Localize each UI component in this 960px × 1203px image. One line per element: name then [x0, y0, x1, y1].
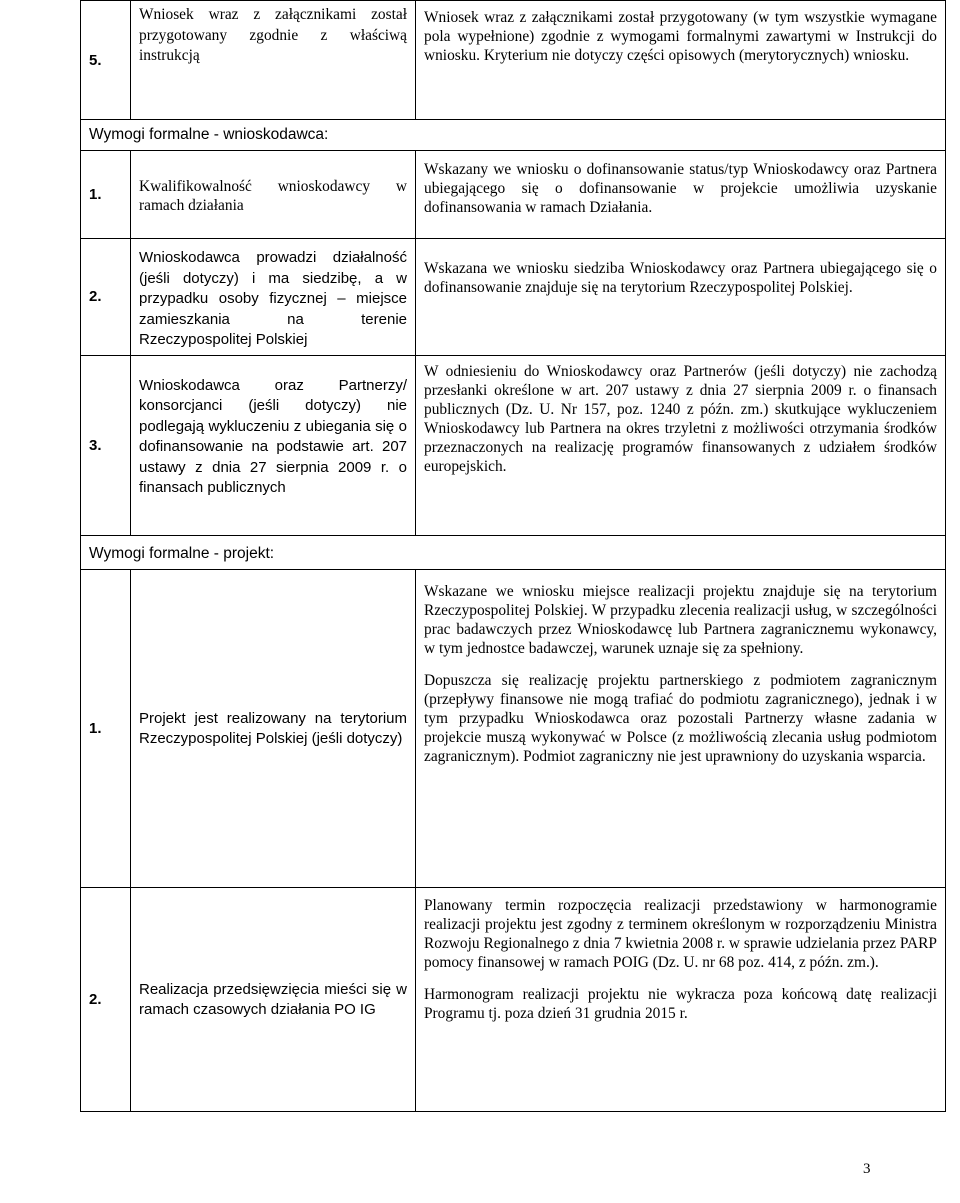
row-number: 2. [81, 239, 131, 356]
table-row [81, 887, 946, 1111]
description-text: Wskazany we wniosku o dofinansowanie status/typ Wnioskodawcy oraz Partnera ubiegającego się o dofinansowanie w projekcie umożliwia uzyskanie dofinansowania w ramach Działania. [424, 161, 937, 216]
criterion-name [131, 239, 416, 356]
table-row [81, 1, 946, 120]
row-number: 3. [81, 355, 131, 535]
criterion-name [131, 569, 416, 887]
criterion-name [131, 355, 416, 535]
table-row [81, 151, 946, 239]
criterion-text: Wnioskodawca oraz Partnerzy/ konsorcjanci (jeśli dotyczy) nie podlegają wykluczeniu z ubiegania się o dofinansowanie na podstawie art. 207 ustawy z dnia 27 sierpnia 2009 r. o finansach publicznych [139, 376, 407, 496]
section-title-applicant: Wymogi formalne - wnioskodawca: [81, 120, 946, 151]
description-text: Wniosek wraz z załącznikami został przygotowany (w tym wszystkie wymagane pola wypełnione) zgodnie z wymogami formalnymi zawartymi w Instrukcji do wniosku. Kryterium nie dotyczy części opisowych (merytorycznych) wniosku. [424, 9, 937, 64]
criterion-text: Realizacja przedsięwzięcia mieści się w ramach czasowych działania PO IG [139, 980, 407, 1018]
criterion-description [416, 239, 946, 356]
criterion-description [416, 355, 946, 535]
criterion-text: Wniosek wraz z załącznikami został przygotowany zgodnie z właściwą instrukcją [139, 6, 407, 64]
row-number: 5. [81, 1, 131, 120]
description-paragraph: Planowany termin rozpoczęcia realizacji przedstawiony w harmonogramie realizacji projektu jest zgodny z terminem określonym w rozporządzeniu Ministra Rozwoju Regionalnego z dnia 7 kwietnia 2008 r. w sprawie udzielania przez PARP pomocy finansowej w ramach POIG (Dz. U. nr 68 poz. 414, z późn. zm.). [424, 896, 937, 971]
description-text: Wskazana we wniosku siedziba Wnioskodawcy oraz Partnera ubiegającego się o dofinansowanie znajduje się na terytorium Rzeczypospolitej Polskiej. [424, 260, 937, 296]
criterion-text: Projekt jest realizowany na terytorium Rzeczypospolitej Polskiej (jeśli dotyczy) [139, 709, 407, 747]
section-header-row [81, 120, 946, 151]
criterion-text: Wnioskodawca prowadzi działalność (jeśli dotyczy) i ma siedzibę, a w przypadku osoby fizycznej – miejsce zamieszkania na terenie Rzeczypospolitej Polskiej [139, 249, 407, 348]
description-paragraph: Harmonogram realizacji projektu nie wykracza poza końcową datę realizacji Programu tj. poza dzień 31 grudnia 2015 r. [424, 985, 937, 1022]
criterion-description [416, 1, 946, 120]
section-title-project: Wymogi formalne - projekt: [81, 535, 946, 569]
criterion-description [416, 887, 946, 1111]
table-row [81, 239, 946, 356]
criteria-table [80, 0, 946, 1112]
criterion-name [131, 1, 416, 120]
description-paragraph: Wskazane we wniosku miejsce realizacji projektu znajduje się na terytorium Rzeczypospolitej Polskiej. W przypadku zlecenia realizacji usług, w szczególności prac badawczych przez Wnioskodawcę lub Partnera zagranicznemu wykonawcy, w tym jednostce badawczej, warunek uznaje się za spełniony. [424, 582, 937, 657]
criterion-description [416, 569, 946, 887]
description-paragraph: Dopuszcza się realizację projektu partnerskiego z podmiotem zagranicznym (przepływy finansowe nie mogą trafiać do podmiotu zagranicznego), jednak i w tym przypadku Wnioskodawca oraz pozostali Partnerzy własne zadania w projekcie muszą wykonywać w Polsce (z możliwością zlecania usług podmiotom zagranicznym). Podmiot zagraniczny nie jest uprawniony do uzyskania wsparcia. [424, 671, 937, 765]
criterion-description [416, 151, 946, 239]
row-number: 1. [81, 569, 131, 887]
section-header-row [81, 535, 946, 569]
criterion-name [131, 887, 416, 1111]
criterion-text: Kwalifikowalność wnioskodawcy w ramach działania [139, 177, 407, 214]
criterion-name [131, 151, 416, 239]
page-number: 3 [863, 1161, 871, 1177]
table-row [81, 355, 946, 535]
row-number: 2. [81, 887, 131, 1111]
table-row [81, 569, 946, 887]
row-number: 1. [81, 151, 131, 239]
description-text: W odniesieniu do Wnioskodawcy oraz Partnerów (jeśli dotyczy) nie zachodzą przesłanki określone w art. 207 ustawy z dnia 27 sierpnia 2009 r. o finansach publicznych (Dz. U. Nr 157, poz. 1240 z późn. zm.) skutkujące wykluczeniem Wnioskodawcy lub Partnera na okres trzyletni z możliwości otrzymania środków przeznaczonych na realizację programów finansowanych z udziałem środków europejskich. [424, 362, 937, 475]
